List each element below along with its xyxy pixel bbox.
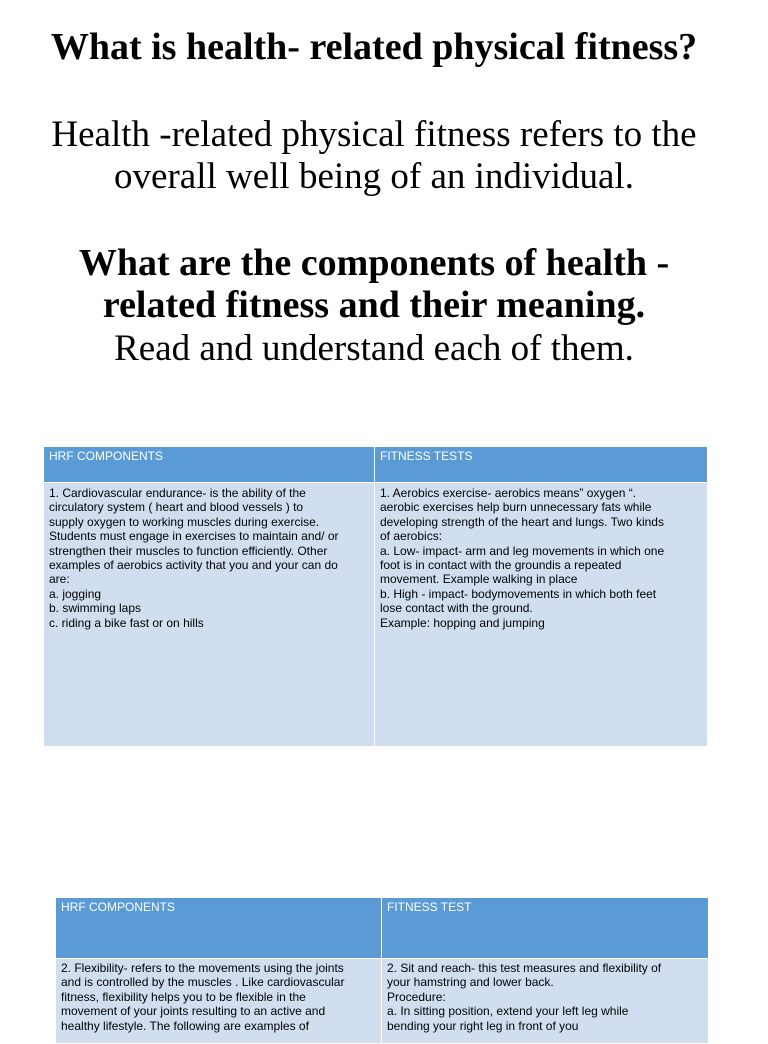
question-heading-1: What is health- related physical fitness? xyxy=(50,26,698,68)
text-line: Students must engage in exercises to maintain and/ or xyxy=(49,529,339,544)
text-line: Procedure: xyxy=(387,989,446,1004)
text-line: movement of your joints resulting to an active and xyxy=(61,1004,326,1019)
text-line: aerobic exercises help burn unnecessary fats while xyxy=(380,500,652,515)
header-fitness-test: FITNESS TEST xyxy=(382,898,709,959)
aerobics-exercise-cell xyxy=(375,483,708,747)
text-line: your hamstring and lower back. xyxy=(387,975,554,990)
text-line: of aerobics: xyxy=(380,529,443,544)
question-heading-2: What are the components of health - related fitness and their meaning. xyxy=(78,242,670,326)
flexibility-cell xyxy=(56,959,382,1044)
text-line: b. swimming laps xyxy=(49,601,142,616)
hrf-table-2 xyxy=(55,897,709,1044)
header-hrf-components: HRF COMPONENTS xyxy=(56,898,382,959)
table-row xyxy=(56,959,709,1044)
text-line: supply oxygen to working muscles during exercise. xyxy=(49,514,320,529)
text-line: 2. Flexibility- refers to the movements using the joints xyxy=(61,961,344,975)
answer-text-2: Read and understand each of them. xyxy=(114,328,634,369)
header-hrf-components: HRF COMPONENTS xyxy=(44,447,375,483)
text-line: healthy lifestyle. The following are examples of xyxy=(61,1018,309,1033)
text-line: Example: hopping and jumping xyxy=(380,615,545,630)
table-row xyxy=(44,483,708,747)
header-fitness-tests: FITNESS TESTS xyxy=(375,447,708,483)
text-line: a. Low- impact- arm and leg movements in which one xyxy=(380,543,665,558)
cardiovascular-endurance-cell xyxy=(44,483,375,747)
table-header-row xyxy=(44,447,708,483)
text-line: lose contact with the ground. xyxy=(380,601,533,616)
text-line: are: xyxy=(49,572,70,587)
text-line: movement. Example walking in place xyxy=(380,572,578,587)
sit-and-reach-cell xyxy=(382,959,709,1044)
text-line: bending your right leg in front of you xyxy=(387,1018,579,1033)
text-line: foot is in contact with the groundis a repeated xyxy=(380,558,622,573)
hrf-table-1 xyxy=(43,446,708,747)
text-line: a. In sitting position, extend your left leg while xyxy=(387,1004,629,1019)
text-line: fitness, flexibility helps you to be flexible in the xyxy=(61,989,306,1004)
text-line: a. jogging xyxy=(49,586,102,601)
text-line: examples of aerobics activity that you and your can do xyxy=(49,558,338,573)
text-line: and is controlled by the muscles . Like cardiovascular xyxy=(61,975,345,990)
text-line: b. High - impact- bodymovements in which both feet xyxy=(380,586,657,601)
text-line: 2. Sit and reach- this test measures and flexibility of xyxy=(387,961,662,975)
text-line: circulatory system ( heart and blood vessels ) to xyxy=(49,500,304,515)
text-line: strengthen their muscles to function efficiently. Other xyxy=(49,543,328,558)
text-line: c. riding a bike fast or on hills xyxy=(49,615,204,630)
table-header-row xyxy=(56,898,709,959)
answer-text-1: Health -related physical fitness refers to the overall well being of an individual. xyxy=(51,114,697,197)
text-line: 1. Aerobics exercise- aerobics means” oxygen “. xyxy=(380,486,637,500)
text-line: 1. Cardiovascular endurance- is the ability of the xyxy=(49,486,306,500)
text-line: developing strength of the heart and lungs. Two kinds xyxy=(380,514,664,529)
